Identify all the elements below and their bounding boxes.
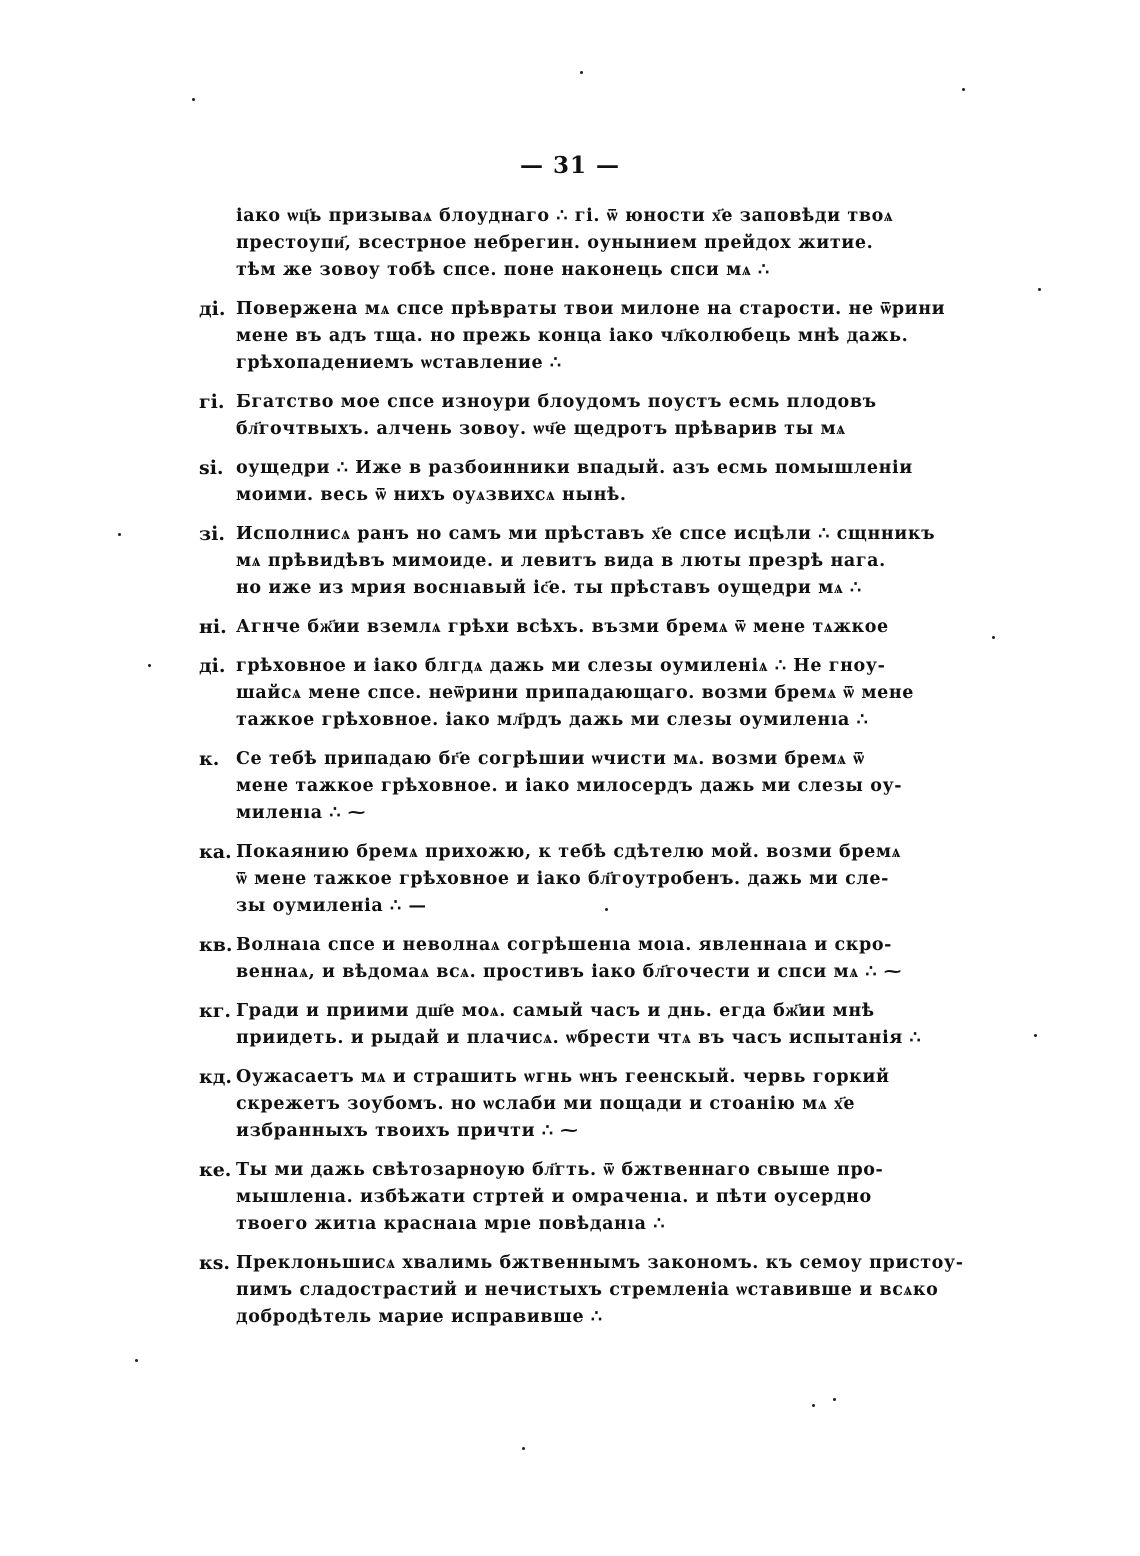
text-line: грѣховное и іако блгдѧ дажь ми слезы оумиленіѧ ∴ Не гноу- [236, 656, 886, 676]
text-line: Преклоньшисѧ хвалимь бжтвеннымъ закономъ. къ семоу пристоу- [236, 1253, 964, 1273]
scan-speck [962, 88, 965, 91]
text-line: оущедри ∴ Иже в разбоинники впадый. азъ есмь помышленіи [236, 458, 913, 478]
page-number: — 31 — [519, 152, 621, 179]
text-line: тажкое грѣховное. іако мл҃рдъ дажь ми слезы оумиленıа ∴ [236, 710, 869, 730]
verse-number: ка. [199, 841, 232, 863]
scan-speck [833, 1398, 836, 1401]
text-line: но иже из мрия воснıавый іс҃е. ты прѣставъ оущедри мѧ ∴ [236, 578, 862, 598]
scan-speck [605, 908, 608, 911]
text-line: Гради и приими дш҃е моѧ. самый часъ и днь. егда бж҃ии мнѣ [236, 1001, 875, 1021]
verse [0, 455, 1140, 509]
text-line: зы оумиленіа ∴ — [236, 896, 427, 916]
text-line: ѿ мене тажкое грѣховное и іако бл҃гоутробенъ. дажь ми сле- [236, 869, 889, 889]
text-line: тѣм же зовоу тобѣ спсе. поне наконець спси мѧ ∴ [236, 260, 770, 280]
scan-speck [118, 533, 121, 536]
verse [0, 296, 1140, 377]
text-line: іако ѡц҃ь призываѧ блоуднаго ∴ гі. ѿ юности х҃е заповѣди твоѧ [236, 206, 894, 226]
scan-speck [522, 1447, 525, 1450]
text-line: твоего житıа краснаıа мрıе повѣданıа ∴ [236, 1214, 666, 1234]
text-line: Ты ми дажь свѣтозарноую бл҃гть. ѿ бжтвеннаго свыше про- [236, 1160, 884, 1180]
verse [0, 932, 1140, 986]
verse-number: ѕі. [199, 457, 224, 479]
text-line: моими. весь ѿ нихъ оуѧзвихсѧ нынѣ. [236, 485, 627, 505]
verse-number: кг. [199, 1000, 231, 1022]
text-line: пимъ сладострастий и нечистыхъ стремленіа ѡставивше и всѧко [236, 1280, 939, 1300]
verse-number: зі. [199, 523, 225, 545]
verse [0, 998, 1140, 1052]
verse-number: ді. [199, 298, 226, 320]
text-line: грѣхопадениемъ ѡставление ∴ [236, 353, 562, 373]
verse [0, 389, 1140, 443]
scan-speck [1034, 1034, 1037, 1037]
text-line: мене тажкое грѣховное. и іако милосердъ дажь ми слезы оу- [236, 776, 903, 796]
text-line: Исполнисѧ ранъ но самъ ми прѣставъ х҃е спсе исцѣли ∴ сщнникъ [236, 524, 936, 544]
text-line: скрежетъ зоубомъ. но ѡслаби ми пощади и стоанію мѧ х҃е [236, 1094, 856, 1114]
scan-speck [192, 98, 195, 101]
verse [0, 1157, 1140, 1238]
verse [0, 521, 1140, 602]
text-line: Оужасаетъ мѧ и страшить ѡгнь ѡнъ геенскый. червь горкий [236, 1067, 890, 1087]
scan-speck [580, 71, 583, 74]
text-line: мене въ адъ тща. но прежь конца іако чл҃колюбець мнѣ дажь. [236, 326, 909, 346]
verse [0, 614, 1140, 641]
verse [0, 1250, 1140, 1331]
text-line: Агнче бж҃ии вземлѧ грѣхи всѣхъ. възми бремѧ ѿ мене тѧжкое [236, 617, 889, 637]
text-line: добродѣтель марие исправивше ∴ [236, 1307, 603, 1327]
scan-speck [1038, 288, 1041, 291]
verse [0, 203, 1140, 284]
verse [0, 653, 1140, 734]
verse-number: ді. [199, 655, 226, 677]
verse-number: ні. [199, 616, 227, 638]
text-line: мышленıа. избѣжати стртей и омраченıа. и пѣти оусердно [236, 1187, 872, 1207]
text-line: Волнаıа спсе и неволнаѧ согрѣшенıа моıа. явленнаıа и скро- [236, 935, 892, 955]
verse-number: ке. [199, 1159, 232, 1181]
verse [0, 1064, 1140, 1145]
text-line: мѧ прѣвидѣвъ мимоиде. и левитъ вида в люты презрѣ нага. [236, 551, 886, 571]
text-line: Покаянию бремѧ прихожю, к тебѣ сдѣтелю мой. возми бремѧ [236, 842, 902, 862]
scan-speck [992, 636, 995, 639]
scan-speck [148, 664, 151, 667]
verse-number: кв. [199, 934, 233, 956]
text-line: миленıа ∴ ⁓ [236, 803, 366, 823]
text-line: бл҃гочтвыхъ. алчень зовоу. ѡч҃е щедротъ прѣварив ты мѧ [236, 419, 846, 439]
text-line: Бгатство мое спсе изноури блоудомъ поустъ есмь плодовъ [236, 392, 877, 412]
verse [0, 746, 1140, 827]
scan-speck [812, 1404, 815, 1407]
verse [0, 839, 1140, 920]
text-line: Се тебѣ припадаю бг҃е согрѣшии ѡчисти мѧ. возми бремѧ ѿ [236, 749, 865, 769]
verse-number: кд. [199, 1066, 232, 1088]
text-line: престоупи҃, всестрное небрегин. оунынием прейдох житие. [236, 233, 874, 253]
text-block [0, 203, 1140, 1343]
verse-number: кѕ. [199, 1252, 231, 1274]
text-line: избранныхъ твоихъ причти ∴ ⁓ [236, 1121, 579, 1141]
text-line: приидеть. и рыдай и плачисѧ. ѡбрести чтѧ въ часъ испытанія ∴ [236, 1028, 922, 1048]
scan-speck [135, 1359, 138, 1362]
text-line: шайсѧ мене спсе. неѿрини припадающаго. возми бремѧ ѿ мене [236, 683, 915, 703]
verse-number: гі. [199, 391, 225, 413]
verse-number: к. [199, 748, 220, 770]
text-line: веннаѧ, и вѣдомаѧ всѧ. простивъ іако бл҃гочести и спси мѧ ∴ ⁓ [236, 962, 902, 982]
text-line: Повержена мѧ спсе прѣвраты твои милоне на старости. не ѿрини [236, 299, 946, 319]
